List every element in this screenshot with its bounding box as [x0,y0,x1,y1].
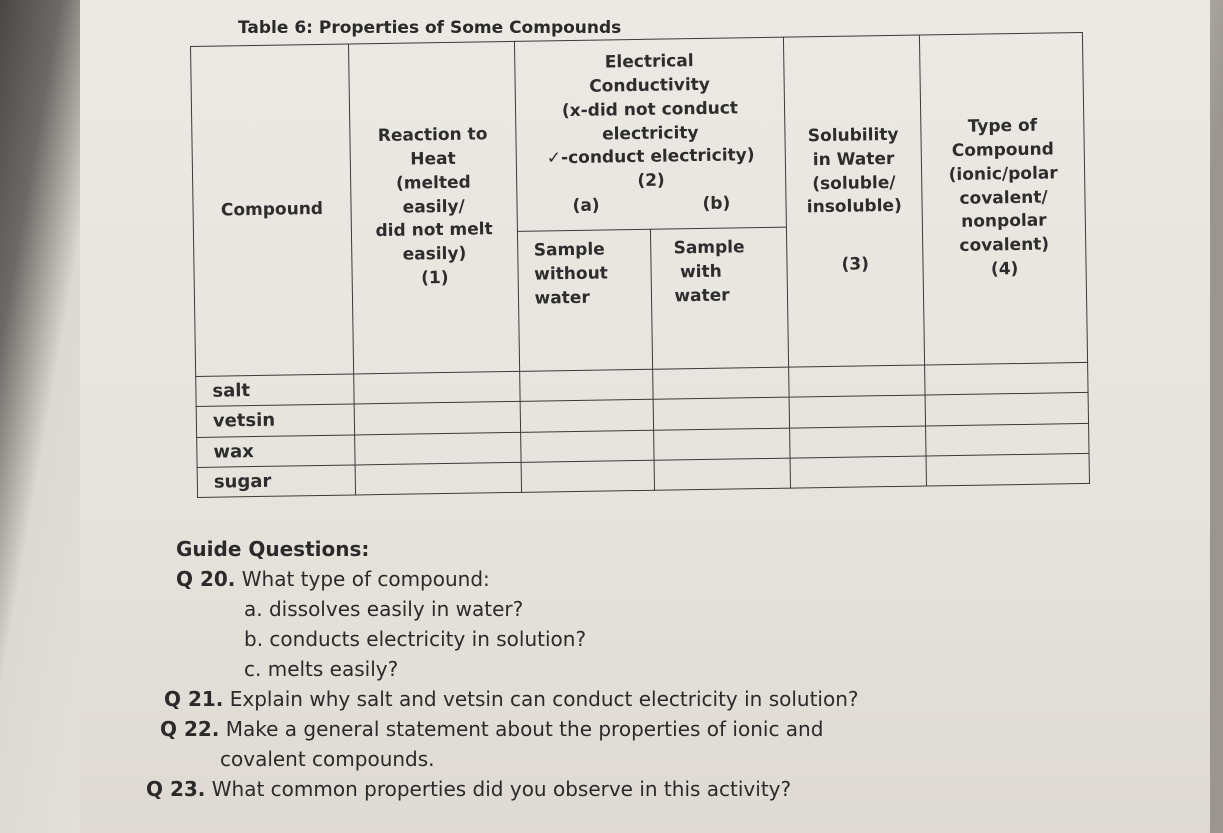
table-title: Table 6: Properties of Some Compounds [238,18,622,38]
cell-empty[interactable] [789,395,925,427]
header-sample-with-water: Sample with water [651,227,789,369]
question-23: Q 23. What common properties did you observe in this activity? [146,777,792,801]
cell-empty[interactable] [654,397,790,429]
cell-empty[interactable] [789,365,925,397]
guide-heading: Guide Questions: [176,537,370,561]
header-sample-without-water: Sample without water [517,229,653,371]
cell-empty[interactable] [654,458,790,490]
question-21: Q 21. Explain why salt and vetsin can conduct electricity in solution? [164,687,859,711]
cell-empty[interactable] [925,363,1088,396]
cell-empty[interactable] [520,430,654,462]
cell-empty[interactable] [519,369,653,401]
cell-empty[interactable] [790,456,926,488]
header-solubility: Solubility in Water (soluble/ insoluble) (3) [784,35,925,367]
row-salt: salt [196,374,354,407]
header-reaction-to-heat: Reaction to Heat (melted easily/ did not melt easily) (1) [348,41,519,374]
question-20b: b. conducts electricity in solution? [244,627,587,651]
header-compound: Compound [191,44,354,377]
header-type-of-compound: Type of Compound (ionic/polar covalent/ nonpolar covalent) (4) [920,32,1088,365]
cell-empty[interactable] [926,423,1089,456]
question-20c: c. melts easily? [244,657,399,681]
cell-empty[interactable] [520,400,654,432]
cell-empty[interactable] [926,453,1089,486]
cell-empty[interactable] [790,426,926,458]
cell-empty[interactable] [355,462,521,495]
cell-empty[interactable] [654,428,790,460]
cell-empty[interactable] [521,460,655,492]
header-electrical-conductivity: Electrical Conductivity (x-did not conduct electricity ✓-conduct electricity) (2) (a) (b) [514,37,787,231]
guide-questions [146,534,859,804]
cell-empty[interactable] [653,367,789,399]
cell-empty[interactable] [354,372,520,405]
properties-table [190,32,1090,498]
question-20: Q 20. What type of compound: [176,567,490,591]
header-conductivity-a: (a) [572,195,600,217]
question-22-continued: covalent compounds. [220,747,435,771]
header-conductivity-b: (b) [702,193,731,214]
cell-empty[interactable] [354,432,520,465]
row-wax: wax [197,435,355,468]
cell-empty[interactable] [354,402,520,435]
cell-empty[interactable] [925,393,1088,426]
row-vetsin: vetsin [196,404,354,437]
question-20a: a. dissolves easily in water? [244,597,524,621]
row-sugar: sugar [197,465,355,498]
question-22: Q 22. Make a general statement about the properties of ionic and [160,717,824,741]
